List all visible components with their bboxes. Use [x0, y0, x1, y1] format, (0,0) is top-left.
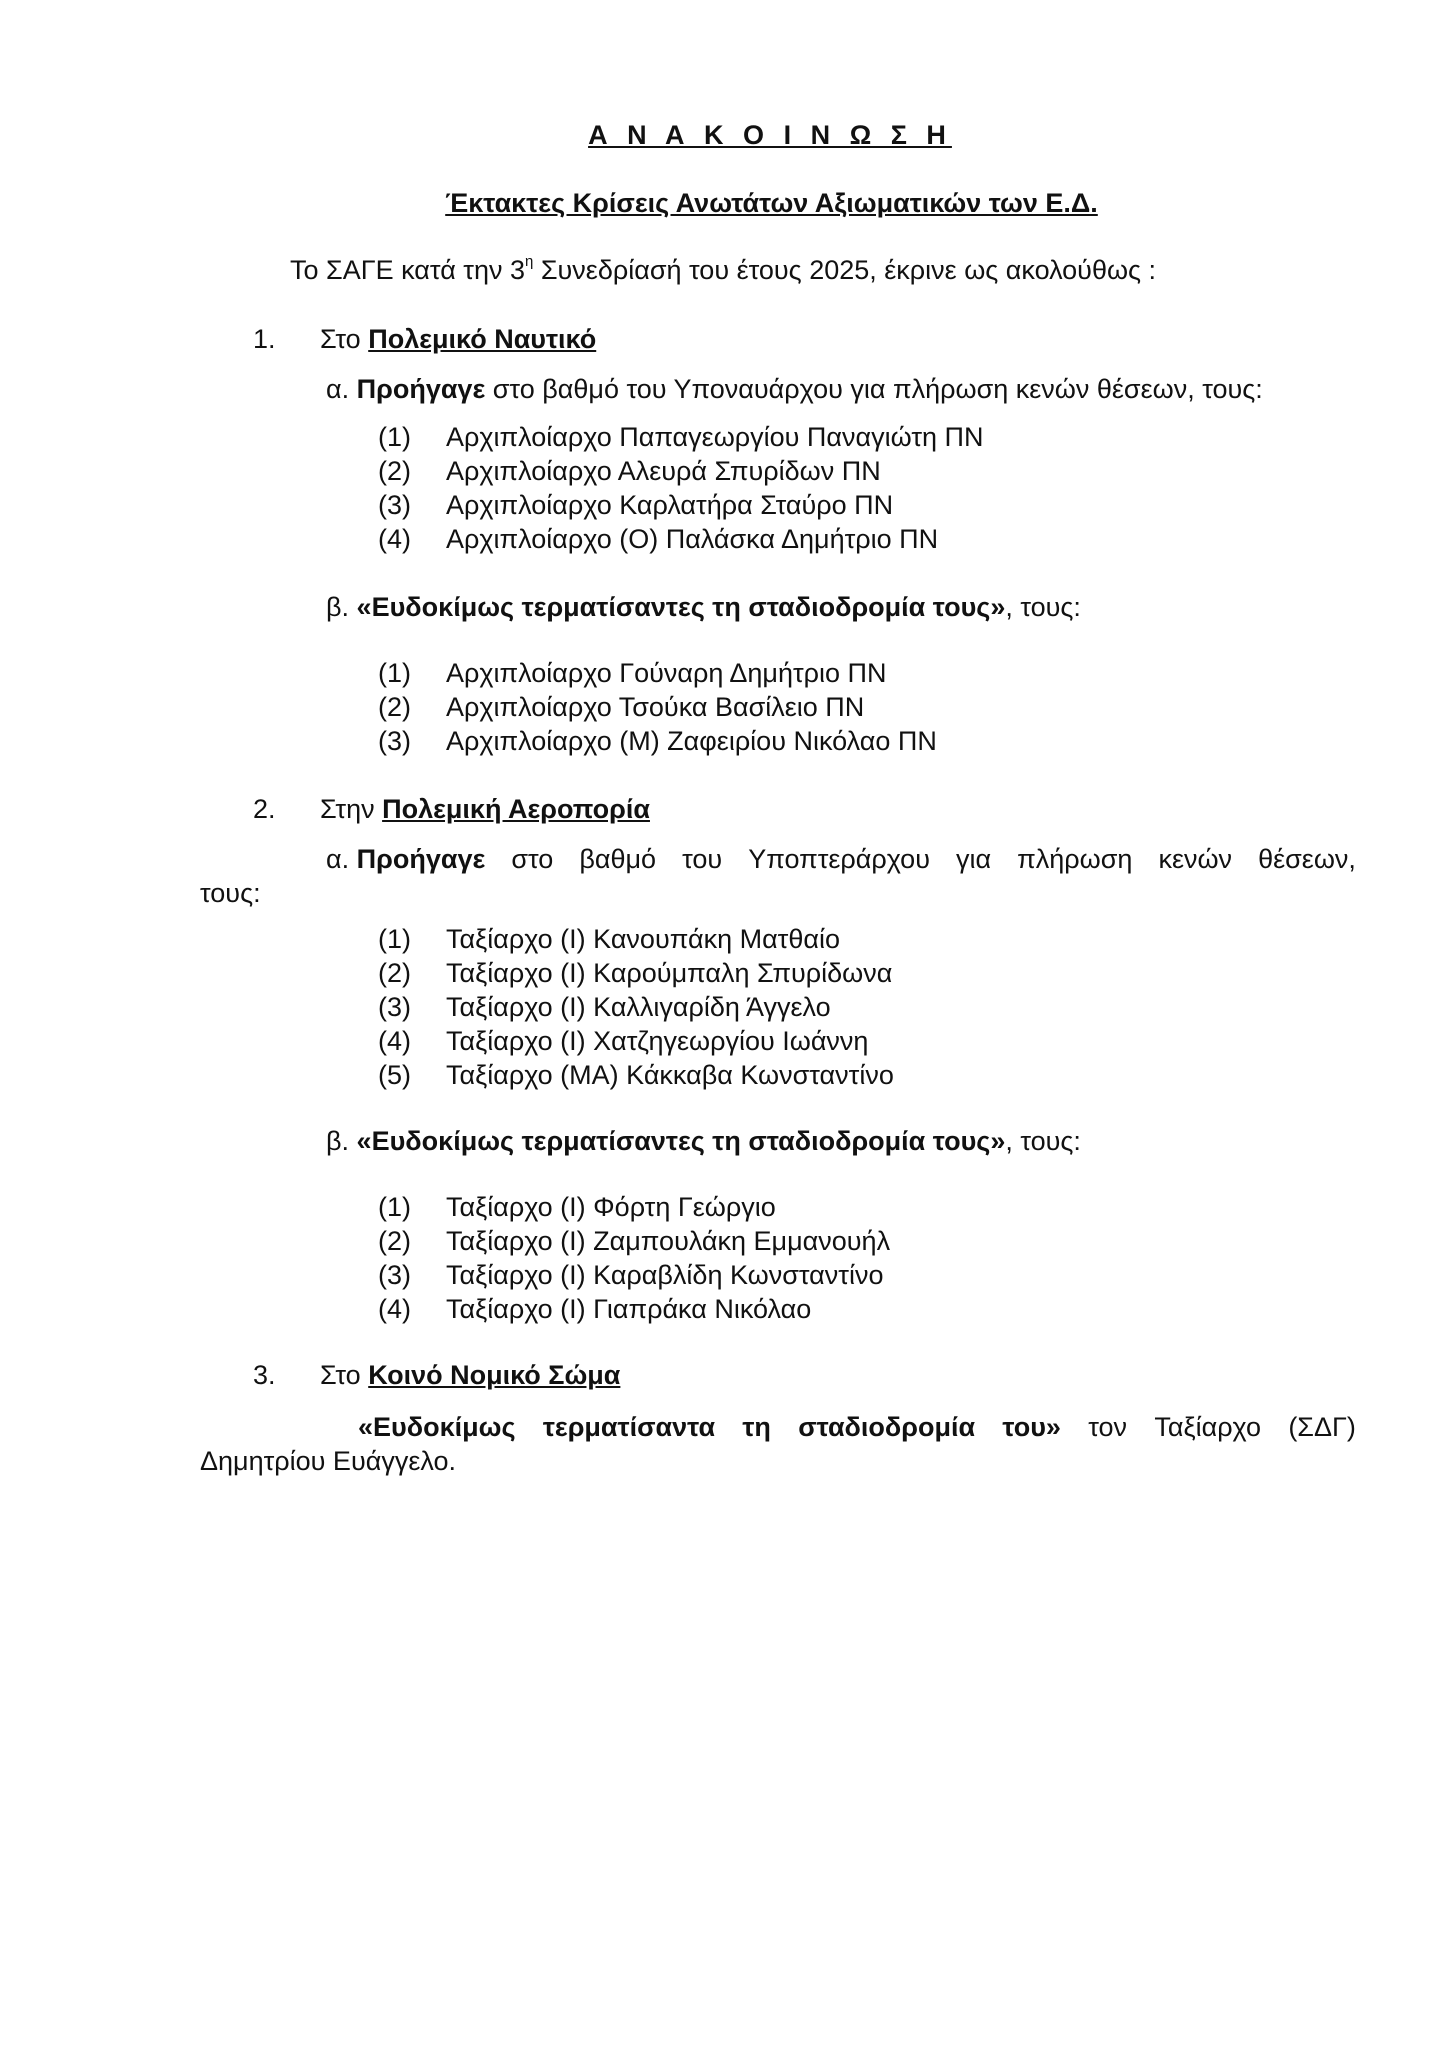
- list-item-number: (2): [378, 692, 411, 722]
- promotion-word: Υποπτεράρχου: [748, 844, 930, 874]
- retirement-word: τον: [1088, 1412, 1128, 1442]
- promotion-word: θέσεων,: [1258, 844, 1356, 874]
- section-heading: [320, 1358, 620, 1392]
- promotion-keyword: Προήγαγε: [356, 374, 486, 404]
- list-item-number: (4): [378, 1026, 411, 1056]
- list-item-number: (3): [378, 1260, 411, 1290]
- list-item: Ταξίαρχο (Ι) Καρούμπαλη Σπυρίδωνα: [446, 958, 893, 988]
- intro-text-start: Το ΣΑΓΕ κατά την 3: [290, 255, 525, 285]
- list-item: Ταξίαρχο (Ι) Χατζηγεωργίου Ιωάννη: [446, 1026, 869, 1056]
- retirement-line: [358, 1410, 1356, 1444]
- subsection-letter: α.: [326, 374, 357, 404]
- retirement-word: τη: [742, 1412, 771, 1442]
- list-item: Ταξίαρχο (Ι) Φόρτη Γεώργιο: [446, 1192, 776, 1222]
- list-item-number: (2): [378, 456, 411, 486]
- promotion-keyword: Προήγαγε: [356, 844, 486, 874]
- section-prefix: Στην: [320, 794, 383, 824]
- retirement-line: [326, 590, 1081, 624]
- list-item-number: (1): [378, 924, 411, 954]
- intro-text-end: Συνεδρίασή του έτους 2025, έκρινε ως ακολούθως :: [533, 255, 1157, 285]
- intro-paragraph: [290, 253, 1156, 287]
- promotion-word: για: [956, 844, 992, 874]
- list-item-number: (2): [378, 1226, 411, 1256]
- list-item: Αρχιπλοίαρχο Αλευρά Σπυρίδων ΠΝ: [446, 456, 881, 486]
- retirement-word: του»: [1002, 1412, 1061, 1442]
- section-branch-name: Κοινό Νομικό Σώμα: [368, 1360, 621, 1390]
- retirement-word: «Ευδοκίμως: [358, 1412, 516, 1442]
- list-item-number: (5): [378, 1060, 411, 1090]
- list-item: Αρχιπλοίαρχο Γούναρη Δημήτριο ΠΝ: [446, 658, 887, 688]
- list-item-number: (1): [378, 422, 411, 452]
- section-branch-name: Πολεμική Αεροπορία: [382, 794, 650, 824]
- section-number: 1.: [253, 324, 276, 354]
- list-item: Ταξίαρχο (Ι) Ζαμπουλάκη Εμμανουήλ: [446, 1226, 891, 1256]
- list-item: Ταξίαρχο (Ι) Καραβλίδη Κωνσταντίνο: [446, 1260, 884, 1290]
- list-item-number: (1): [378, 1192, 411, 1222]
- list-item-number: (3): [378, 992, 411, 1022]
- list-item: Αρχιπλοίαρχο Καρλατήρα Σταύρο ΠΝ: [446, 490, 894, 520]
- retirement-phrase: «Ευδοκίμως τερματίσαντες τη σταδιοδρομία τους»: [356, 592, 1006, 622]
- list-item: Ταξίαρχο (Ι) Γιαπράκα Νικόλαο: [446, 1294, 812, 1324]
- retirement-continuation: Δημητρίου Ευάγγελο.: [200, 1446, 456, 1476]
- retirement-word: (ΣΔΓ): [1288, 1412, 1356, 1442]
- intro-superscript: η: [525, 253, 534, 270]
- promotion-word: πλήρωση: [1017, 844, 1133, 874]
- section-prefix: Στο: [320, 324, 369, 354]
- list-item-number: (3): [378, 490, 411, 520]
- promotion-line: [326, 842, 1356, 876]
- retirement-suffix: , τους:: [1005, 1126, 1081, 1156]
- promotion-continuation: τους:: [200, 878, 261, 908]
- list-item: Αρχιπλοίαρχο Παπαγεωργίου Παναγιώτη ΠΝ: [446, 422, 984, 452]
- promotion-line: [326, 372, 1263, 406]
- list-item: Αρχιπλοίαρχο (Ο) Παλάσκα Δημήτριο ΠΝ: [446, 524, 939, 554]
- subsection-letter: β.: [326, 1126, 357, 1156]
- list-item: Ταξίαρχο (Ι) Κανουπάκη Ματθαίο: [446, 924, 840, 954]
- promotion-lead: [326, 842, 485, 876]
- retirement-word: τερματίσαντα: [542, 1412, 716, 1442]
- promotion-word: κενών: [1158, 844, 1233, 874]
- subsection-letter: β.: [326, 592, 357, 622]
- list-item-number: (1): [378, 658, 411, 688]
- promotion-word: στο: [511, 844, 554, 874]
- section-number: 2.: [253, 794, 276, 824]
- subsection-letter: α.: [326, 844, 350, 874]
- list-item-number: (4): [378, 1294, 411, 1324]
- list-item: Ταξίαρχο (Ι) Καλλιγαρίδη Άγγελο: [446, 992, 831, 1022]
- list-item: Ταξίαρχο (ΜΑ) Κάκκαβα Κωνσταντίνο: [446, 1060, 894, 1090]
- retirement-line: [326, 1124, 1081, 1158]
- section-number: 3.: [253, 1360, 276, 1390]
- list-item-number: (3): [378, 726, 411, 756]
- section-heading: [320, 322, 596, 356]
- promotion-word: του: [682, 844, 723, 874]
- retirement-word: Ταξίαρχο: [1154, 1412, 1262, 1442]
- list-item: Αρχιπλοίαρχο Τσούκα Βασίλειο ΠΝ: [446, 692, 865, 722]
- list-item: Αρχιπλοίαρχο (Μ) Ζαφειρίου Νικόλαο ΠΝ: [446, 726, 937, 756]
- retirement-suffix: , τους:: [1005, 592, 1081, 622]
- section-prefix: Στο: [320, 1360, 369, 1390]
- document-title: Α Ν Α Κ Ο Ι Ν Ω Σ Η: [588, 120, 952, 150]
- section-branch-name: Πολεμικό Ναυτικό: [368, 324, 597, 354]
- retirement-word: σταδιοδρομία: [798, 1412, 976, 1442]
- list-item-number: (2): [378, 958, 411, 988]
- promotion-word: βαθμό: [579, 844, 657, 874]
- list-item-number: (4): [378, 524, 411, 554]
- retirement-phrase: «Ευδοκίμως τερματίσαντες τη σταδιοδρομία τους»: [356, 1126, 1006, 1156]
- section-heading: [320, 792, 650, 826]
- document-subtitle: Έκτακτες Κρίσεις Ανωτάτων Αξιωματικών των Ε.Δ.: [445, 188, 1098, 218]
- promotion-description: στο βαθμό του Υποναυάρχου για πλήρωση κενών θέσεων, τους:: [485, 374, 1263, 404]
